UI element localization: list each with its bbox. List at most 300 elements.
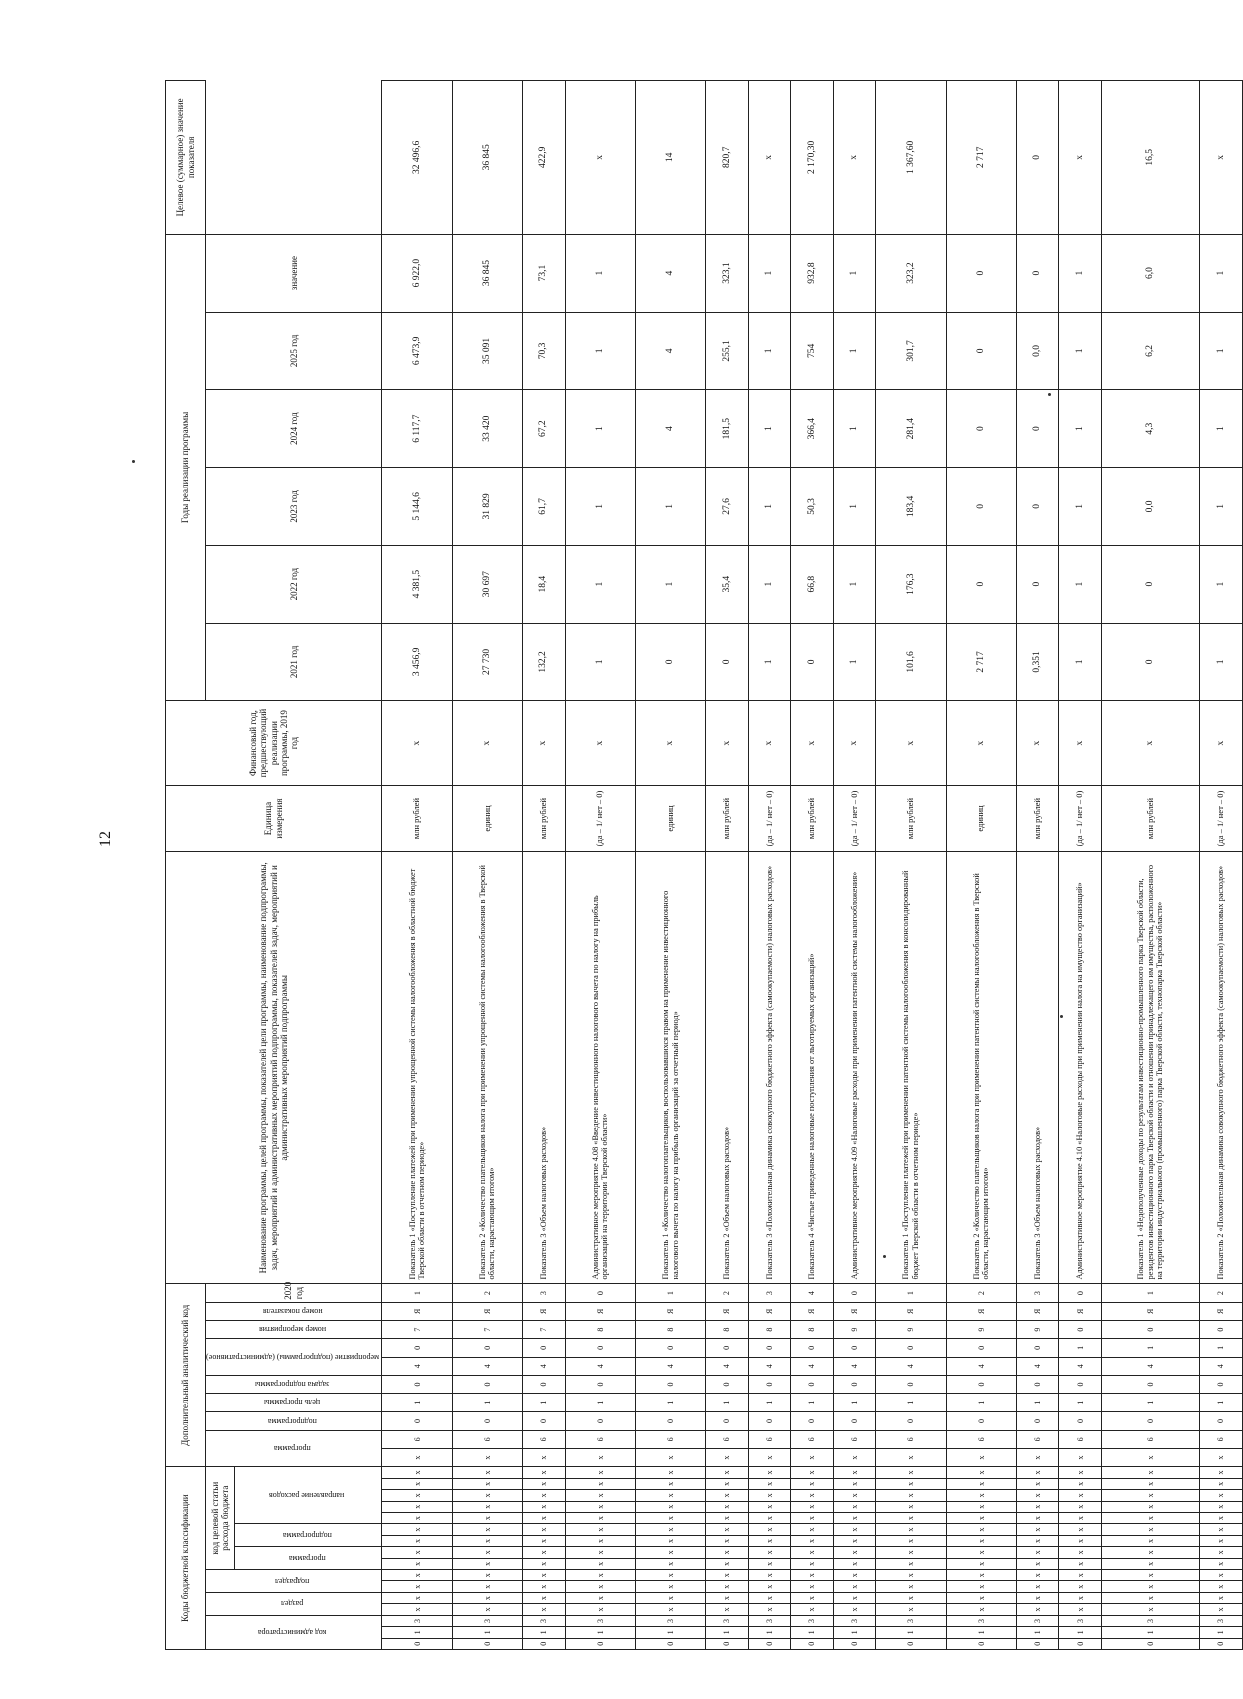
- code-cell: х: [876, 1570, 946, 1581]
- code-cell: х: [635, 1512, 705, 1523]
- code-cell: х: [946, 1570, 1016, 1581]
- target-value-cell: 422,9: [523, 81, 565, 235]
- indicator-name: Показатель 2 «Количество плательщиков налога при применении упрощенной системы налогообложения в Тверской области, нарастающим итогом»: [452, 852, 522, 1284]
- code-cell: х: [876, 1547, 946, 1558]
- analytic-code-cell: 2: [1200, 1284, 1243, 1302]
- code-cell: х: [523, 1547, 565, 1558]
- code-cell: х: [452, 1547, 522, 1558]
- table-row: [635, 81, 705, 1650]
- analytic-code-cell: 4: [1200, 1357, 1243, 1375]
- code-cell: х: [833, 1570, 875, 1581]
- fin-year-cell: х: [1059, 701, 1101, 786]
- year-value-cell: 281,4: [876, 390, 946, 468]
- year-value-cell: 1: [1059, 234, 1101, 312]
- analytic-code-cell: 1: [946, 1394, 1016, 1412]
- code-cell: 0: [452, 1638, 522, 1649]
- code-cell: х: [791, 1604, 833, 1615]
- year-value-cell: 0: [946, 312, 1016, 390]
- year-value-cell: 1: [1200, 390, 1243, 468]
- analytic-code-cell: 0: [565, 1339, 635, 1357]
- code-cell: х: [791, 1524, 833, 1535]
- analytic-code-cell: 1: [1200, 1394, 1243, 1412]
- code-cell: х: [748, 1592, 790, 1603]
- year-value-cell: 0: [791, 623, 833, 701]
- code-cell: х: [382, 1535, 452, 1546]
- code-cell: х: [748, 1547, 790, 1558]
- year-value-cell: 6,0: [1101, 234, 1199, 312]
- code-cell: 3: [1059, 1615, 1101, 1626]
- analytic-code-cell: 1: [635, 1394, 705, 1412]
- code-cell: х: [565, 1501, 635, 1512]
- analytic-code-cell: Я: [706, 1302, 748, 1320]
- analytic-code-cell: 2: [452, 1284, 522, 1302]
- code-cell: х: [1059, 1558, 1101, 1569]
- code-cell: х: [876, 1524, 946, 1535]
- indicator-name: Административное мероприятие 4.08 «Введение инвестиционного налогового вычета по налогу на прибыль организаций на территории Тверской области»: [565, 852, 635, 1284]
- code-cell: х: [946, 1478, 1016, 1489]
- code-cell: х: [635, 1547, 705, 1558]
- code-cell: х: [382, 1490, 452, 1501]
- year-value-cell: 1: [1200, 468, 1243, 546]
- subsection-header: подраздел: [206, 1570, 382, 1593]
- year-value-cell: 66,8: [791, 545, 833, 623]
- code-cell: х: [946, 1547, 1016, 1558]
- code-cell: х: [1017, 1478, 1059, 1489]
- code-cell: х: [833, 1558, 875, 1569]
- code-cell: х: [1059, 1478, 1101, 1489]
- fin-year-cell: х: [946, 701, 1016, 786]
- section-header: раздел: [206, 1592, 382, 1615]
- table-row: [523, 81, 565, 1650]
- code-cell: 1: [1059, 1627, 1101, 1638]
- code-cell: х: [876, 1512, 946, 1523]
- unit-cell: млн рублей: [1017, 785, 1059, 851]
- year-value-cell: 1: [1200, 623, 1243, 701]
- code-cell: х: [748, 1524, 790, 1535]
- target-value-cell: 2 717: [946, 81, 1016, 235]
- year-2022-header: 2022 год: [206, 545, 382, 623]
- code-cell: х: [452, 1604, 522, 1615]
- year-value-cell: 4: [635, 234, 705, 312]
- code-cell: х: [791, 1478, 833, 1489]
- analytic-code-cell: 8: [635, 1321, 705, 1339]
- year-value-cell: 50,3: [791, 468, 833, 546]
- analytic-code-cell: х: [876, 1448, 946, 1466]
- code-cell: х: [452, 1581, 522, 1592]
- code-cell: х: [706, 1570, 748, 1581]
- code-cell: х: [1059, 1604, 1101, 1615]
- code-cell: х: [565, 1467, 635, 1478]
- analytic-code-cell: 4: [791, 1284, 833, 1302]
- code-cell: х: [635, 1467, 705, 1478]
- code-cell: х: [452, 1478, 522, 1489]
- code-cell: х: [833, 1581, 875, 1592]
- analytic-code-cell: 1: [382, 1284, 452, 1302]
- code-cell: х: [523, 1581, 565, 1592]
- code-cell: х: [946, 1524, 1016, 1535]
- analytic-code-cell: 0: [565, 1375, 635, 1393]
- code-cell: х: [1017, 1512, 1059, 1523]
- year-value-cell: 0: [1017, 468, 1059, 546]
- year-value-cell: 181,5: [706, 390, 748, 468]
- analytic-code-cell: 0: [565, 1284, 635, 1302]
- table-row: [1017, 81, 1059, 1650]
- analytic-code-cell: 6: [748, 1430, 790, 1448]
- code-cell: х: [382, 1570, 452, 1581]
- code-cell: 1: [452, 1627, 522, 1638]
- analytic-code-cell: 0: [876, 1412, 946, 1430]
- code-cell: х: [635, 1570, 705, 1581]
- analytic-code-cell: Я: [635, 1302, 705, 1320]
- unit-cell: (да – 1/ нет – 0): [748, 785, 790, 851]
- table-row: [791, 81, 833, 1650]
- code-cell: х: [833, 1524, 875, 1535]
- code-cell: х: [382, 1524, 452, 1535]
- code-cell: х: [1017, 1467, 1059, 1478]
- analytic-code-cell: 0: [791, 1375, 833, 1393]
- target-value-cell: х: [1059, 81, 1101, 235]
- target-value-cell: 14: [635, 81, 705, 235]
- indicator-name: Показатель 2 «Положительная динамика совокупного бюджетного эффекта (самоокупаемости) налоговых расходов»: [1200, 852, 1243, 1284]
- code-cell: х: [791, 1547, 833, 1558]
- code-cell: 3: [1101, 1615, 1199, 1626]
- year-value-cell: 932,8: [791, 234, 833, 312]
- code-cell: х: [1101, 1581, 1199, 1592]
- code-cell: х: [1059, 1581, 1101, 1592]
- fin-year-cell: х: [382, 701, 452, 786]
- analytic-code-cell: Я: [791, 1302, 833, 1320]
- analytic-code-cell: 0: [748, 1375, 790, 1393]
- code-cell: 1: [791, 1627, 833, 1638]
- table-row: [833, 81, 875, 1650]
- code-cell: х: [635, 1604, 705, 1615]
- year-value-cell: 0: [1017, 390, 1059, 468]
- analytic-code-cell: 1: [565, 1394, 635, 1412]
- code-cell: х: [1059, 1592, 1101, 1603]
- code-cell: х: [748, 1604, 790, 1615]
- code-cell: 0: [1017, 1638, 1059, 1649]
- code-cell: х: [1101, 1478, 1199, 1489]
- year-value-cell: 6 117,7: [382, 390, 452, 468]
- code-cell: х: [1200, 1501, 1243, 1512]
- year-value-cell: 1: [748, 623, 790, 701]
- code-cell: х: [1101, 1512, 1199, 1523]
- code-cell: 3: [635, 1615, 705, 1626]
- year-value-cell: 0: [1017, 545, 1059, 623]
- analytic-code-cell: 8: [706, 1321, 748, 1339]
- code-cell: х: [706, 1524, 748, 1535]
- year-value-cell: 0: [946, 234, 1016, 312]
- analytic-code-cell: х: [565, 1448, 635, 1466]
- analytic-code-cell: 6: [791, 1430, 833, 1448]
- code-cell: х: [523, 1512, 565, 1523]
- unit-header: Единица измерения: [166, 785, 382, 851]
- analytic-code-cell: Я: [876, 1302, 946, 1320]
- indicator-name: Показатель 3 «Положительная динамика совокупного бюджетного эффекта (самоокупаемости) налоговых расходов»: [748, 852, 790, 1284]
- target-value-cell: 0: [1017, 81, 1059, 235]
- program-header: программа: [235, 1547, 382, 1570]
- year-value-cell: 6,2: [1101, 312, 1199, 390]
- code-cell: х: [1101, 1501, 1199, 1512]
- code-cell: х: [635, 1581, 705, 1592]
- analytic-code-cell: 0: [452, 1412, 522, 1430]
- code-cell: 0: [523, 1638, 565, 1649]
- fin-year-cell: х: [791, 701, 833, 786]
- year-value-cell: 323,1: [706, 234, 748, 312]
- code-cell: х: [565, 1490, 635, 1501]
- code-cell: 3: [748, 1615, 790, 1626]
- code-cell: 3: [565, 1615, 635, 1626]
- analytic-code-cell: 1: [876, 1394, 946, 1412]
- year-value-cell: 183,4: [876, 468, 946, 546]
- page-number: 12: [97, 831, 114, 847]
- an-program-header: программа: [206, 1430, 382, 1467]
- code-cell: х: [876, 1558, 946, 1569]
- analytic-code-cell: 0: [833, 1412, 875, 1430]
- analytic-code-cell: 4: [382, 1357, 452, 1375]
- year-value-cell: 255,1: [706, 312, 748, 390]
- analytic-code-cell: 0: [635, 1412, 705, 1430]
- code-cell: 3: [382, 1615, 452, 1626]
- code-cell: х: [748, 1490, 790, 1501]
- code-cell: х: [833, 1512, 875, 1523]
- code-cell: 0: [833, 1638, 875, 1649]
- analytic-code-cell: Я: [452, 1302, 522, 1320]
- table-row: [382, 81, 452, 1650]
- unit-cell: (да – 1/ нет – 0): [565, 785, 635, 851]
- fin-year-cell: х: [833, 701, 875, 786]
- analytic-code-cell: 6: [833, 1430, 875, 1448]
- code-cell: х: [833, 1478, 875, 1489]
- year-value-cell: 1: [1200, 312, 1243, 390]
- code-cell: х: [635, 1524, 705, 1535]
- code-cell: х: [452, 1467, 522, 1478]
- analytic-code-cell: 2: [946, 1284, 1016, 1302]
- table-row: [748, 81, 790, 1650]
- fin-year-cell: х: [523, 701, 565, 786]
- code-cell: 0: [382, 1638, 452, 1649]
- analytic-code-cell: 0: [1101, 1321, 1199, 1339]
- year-value-cell: 1: [748, 312, 790, 390]
- analytic-code-cell: 4: [1059, 1357, 1101, 1375]
- code-cell: 1: [565, 1627, 635, 1638]
- unit-cell: единиц: [635, 785, 705, 851]
- year-value-cell: 301,7: [876, 312, 946, 390]
- analytic-code-cell: 0: [382, 1375, 452, 1393]
- analytic-code-cell: 0: [833, 1375, 875, 1393]
- analytic-code-cell: х: [748, 1448, 790, 1466]
- code-cell: х: [523, 1604, 565, 1615]
- analytic-code-cell: 8: [748, 1321, 790, 1339]
- year-value-cell: 0,0: [1101, 468, 1199, 546]
- year-value-cell: 4: [635, 312, 705, 390]
- analytic-code-cell: 4: [1101, 1357, 1199, 1375]
- analytic-code-cell: х: [382, 1448, 452, 1466]
- code-cell: х: [1017, 1490, 1059, 1501]
- code-cell: х: [523, 1467, 565, 1478]
- code-cell: х: [1059, 1524, 1101, 1535]
- unit-cell: (да – 1/ нет – 0): [1200, 785, 1243, 851]
- analytic-code-cell: 9: [1017, 1321, 1059, 1339]
- target-code-header: код целевой статьи расхода бюджета: [206, 1467, 235, 1570]
- code-cell: 3: [791, 1615, 833, 1626]
- code-cell: х: [565, 1558, 635, 1569]
- year-value-cell: 1: [565, 312, 635, 390]
- analytic-code-cell: 3: [1017, 1284, 1059, 1302]
- analytic-code-cell: 2: [706, 1284, 748, 1302]
- code-cell: 1: [748, 1627, 790, 1638]
- year-value-cell: 67,2: [523, 390, 565, 468]
- target-value-cell: х: [1200, 81, 1243, 235]
- fin-year-cell: х: [706, 701, 748, 786]
- year-value-cell: 70,3: [523, 312, 565, 390]
- year-value-cell: 0: [1017, 234, 1059, 312]
- analytic-code-cell: 4: [833, 1357, 875, 1375]
- analytic-code-cell: Я: [523, 1302, 565, 1320]
- analytic-code-cell: 0: [748, 1412, 790, 1430]
- code-cell: х: [523, 1592, 565, 1603]
- analytic-code-cell: 4: [791, 1357, 833, 1375]
- analytic-code-cell: Я: [1059, 1302, 1101, 1320]
- table-row: [565, 81, 635, 1650]
- analytic-code-cell: 0: [748, 1339, 790, 1357]
- analytic-code-cell: 7: [452, 1321, 522, 1339]
- fin-year-cell: х: [1200, 701, 1243, 786]
- analytic-code-cell: 7: [523, 1321, 565, 1339]
- analytic-code-cell: 0: [833, 1339, 875, 1357]
- analytic-code-cell: Я: [748, 1302, 790, 1320]
- year-value-cell: 1: [1200, 545, 1243, 623]
- year-value-cell: 754: [791, 312, 833, 390]
- year-value-cell: 1: [833, 545, 875, 623]
- analytic-code-cell: 4: [946, 1357, 1016, 1375]
- code-cell: х: [1200, 1467, 1243, 1478]
- year-value-cell: 35,4: [706, 545, 748, 623]
- year-2023-header: 2023 год: [206, 468, 382, 546]
- year-value-cell: 1: [1059, 390, 1101, 468]
- code-cell: х: [452, 1535, 522, 1546]
- analytic-code-cell: 0: [876, 1339, 946, 1357]
- analytic-code-cell: 1: [1101, 1284, 1199, 1302]
- code-cell: х: [523, 1535, 565, 1546]
- year-value-cell: 1: [565, 468, 635, 546]
- analytic-code-cell: 4: [876, 1357, 946, 1375]
- code-cell: 1: [706, 1627, 748, 1638]
- indicator-name: Показатель 3 «Объем налоговых расходов»: [1017, 852, 1059, 1284]
- analytic-code-cell: х: [1101, 1448, 1199, 1466]
- analytic-code-cell: 0: [1017, 1375, 1059, 1393]
- code-cell: х: [791, 1570, 833, 1581]
- code-cell: х: [1059, 1490, 1101, 1501]
- code-cell: х: [791, 1535, 833, 1546]
- code-cell: х: [706, 1558, 748, 1569]
- table-row: [706, 81, 748, 1650]
- code-cell: х: [1200, 1604, 1243, 1615]
- year-value-cell: 0: [635, 623, 705, 701]
- year-value-cell: 30 697: [452, 545, 522, 623]
- code-cell: х: [452, 1570, 522, 1581]
- analytic-code-cell: 4: [706, 1357, 748, 1375]
- analytic-code-cell: 0: [635, 1339, 705, 1357]
- an-goal-header: цель программы: [206, 1394, 382, 1412]
- analytic-code-cell: 1: [1101, 1394, 1199, 1412]
- indicator-name: Показатель 1 «Недополученные доходы по результатам инвестиционно-промышленного парка Тверской области, резидентов инвестиционного парка Тверской области и отношении принадлежащего им имущества, расположенного на территории индустриального (промышленного) парка Тверской области, технопарка Тверской области»: [1101, 852, 1199, 1284]
- code-cell: х: [635, 1535, 705, 1546]
- code-cell: х: [833, 1604, 875, 1615]
- code-cell: х: [1059, 1512, 1101, 1523]
- indicator-name: Показатель 4 «Чистые приведенные налоговые поступления от льготируемых организаций»: [791, 852, 833, 1284]
- code-cell: х: [1101, 1535, 1199, 1546]
- analytic-code-cell: 0: [382, 1339, 452, 1357]
- code-cell: х: [565, 1535, 635, 1546]
- code-cell: х: [565, 1547, 635, 1558]
- code-cell: х: [382, 1512, 452, 1523]
- code-cell: х: [706, 1547, 748, 1558]
- analytic-code-cell: х: [1059, 1448, 1101, 1466]
- an-event-header: мероприятие (подпрограммы) (административное): [206, 1339, 382, 1376]
- year-value-cell: 0: [946, 545, 1016, 623]
- analytic-code-cell: Я: [565, 1302, 635, 1320]
- code-cell: х: [1200, 1478, 1243, 1489]
- code-cell: х: [1101, 1604, 1199, 1615]
- code-cell: х: [1200, 1570, 1243, 1581]
- year-2021-header: 2021 год: [206, 623, 382, 701]
- analytic-code-cell: 9: [946, 1321, 1016, 1339]
- table-body: [382, 81, 1242, 1650]
- year-value-cell: 61,7: [523, 468, 565, 546]
- code-cell: х: [1200, 1490, 1243, 1501]
- year-value-cell: 33 420: [452, 390, 522, 468]
- year-value-cell: 35 091: [452, 312, 522, 390]
- analytic-code-cell: 0: [523, 1375, 565, 1393]
- analytic-code-cell: 1: [1101, 1339, 1199, 1357]
- code-cell: х: [635, 1501, 705, 1512]
- target-value-cell: 820,7: [706, 81, 748, 235]
- code-cell: 3: [706, 1615, 748, 1626]
- code-cell: х: [946, 1501, 1016, 1512]
- indicator-name: Административное мероприятие 4.09 «Налоговые расходы при применении патентной системы налогообложения»: [833, 852, 875, 1284]
- unit-cell: млн рублей: [382, 785, 452, 851]
- analytic-code-cell: 0: [1017, 1412, 1059, 1430]
- table-row: [876, 81, 946, 1650]
- year-value-cell: 1: [1059, 623, 1101, 701]
- unit-cell: млн рублей: [876, 785, 946, 851]
- analytic-code-cell: 0: [1101, 1412, 1199, 1430]
- code-cell: х: [635, 1478, 705, 1489]
- year-value-cell: 1: [565, 545, 635, 623]
- code-cell: х: [1101, 1467, 1199, 1478]
- analytic-code-cell: 6: [706, 1430, 748, 1448]
- code-cell: х: [876, 1535, 946, 1546]
- analytic-code-cell: 1: [382, 1394, 452, 1412]
- code-cell: 1: [1101, 1627, 1199, 1638]
- analytic-code-cell: 6: [523, 1430, 565, 1448]
- code-cell: х: [1017, 1524, 1059, 1535]
- year-value-cell: 1: [1059, 312, 1101, 390]
- year-value-cell: 4: [635, 390, 705, 468]
- analytic-code-cell: 6: [1101, 1430, 1199, 1448]
- target-value-cell: 2 170,30: [791, 81, 833, 235]
- unit-cell: единиц: [946, 785, 1016, 851]
- code-cell: х: [1200, 1547, 1243, 1558]
- code-cell: 3: [876, 1615, 946, 1626]
- code-cell: х: [1017, 1592, 1059, 1603]
- code-cell: х: [876, 1592, 946, 1603]
- analytic-code-cell: 0: [523, 1339, 565, 1357]
- year-value-cell: 18,4: [523, 545, 565, 623]
- analytic-code-cell: 1: [452, 1394, 522, 1412]
- year-value-cell: 1: [833, 234, 875, 312]
